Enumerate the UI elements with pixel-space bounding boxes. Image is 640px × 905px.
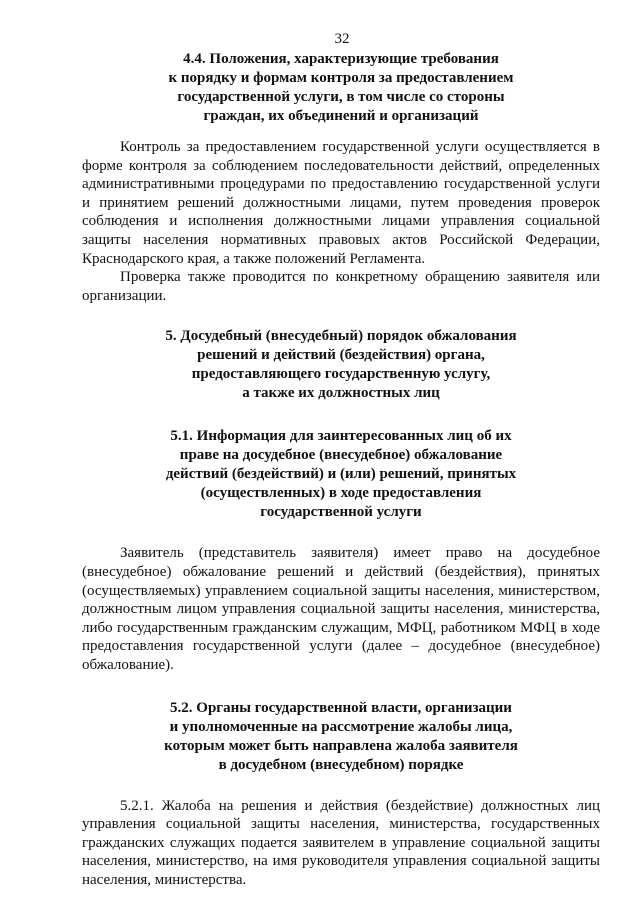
heading-line: государственной услуги [260, 504, 422, 521]
heading-line: 5. Досудебный (внесудебный) порядок обжалования [165, 328, 517, 345]
section-4-4-paragraph-control: Контроль за предоставлением государственной услуги осуществляется в форме контроля за соблюдением последовательности действий, определенных административными процедурами по предоставлению государственной услуги и принятием решений должностными лицами, путем проведения проверок соблюдения и исполнения должностными лицами управления социальной защиты населения нормативных правовых актов Российской Федерации, Краснодарского края, а также положений Регламента. [82, 139, 600, 267]
heading-line: и уполномоченные на рассмотрение жалобы лица, [169, 718, 513, 735]
section-5-heading [82, 327, 600, 403]
heading-line: 5.1. Информация для заинтересованных лиц об их [170, 428, 512, 445]
section-4-4-paragraph-check: Проверка также проводится по конкретному обращению заявителя или организации. [82, 269, 600, 304]
heading-line: действий (бездействий) и (или) решений, принятых [165, 466, 517, 483]
heading-line: 4.4. Положения, характеризующие требования [183, 51, 499, 67]
section-5-2-paragraph: 5.2.1. Жалоба на решения и действия (бездействие) должностных лиц управления социальной защиты населения, министерства, государственных гражданских служащих подается заявителем в управление социальной защиты населения, министерство, на имя руководителя управления социальной защиты населения, министерства. [82, 797, 600, 888]
heading-line: к порядку и формам контроля за предоставлением [168, 70, 514, 86]
section-4-4-heading [82, 50, 600, 126]
heading-line: решений и действий (бездействия) органа, [197, 347, 485, 364]
heading-line: граждан, их объединений и организаций [203, 108, 479, 124]
page-number: 32 [334, 31, 350, 47]
heading-line: которым может быть направлена жалоба заявителя [164, 737, 518, 754]
heading-line: 5.2. Органы государственной власти, организации [170, 699, 512, 716]
heading-line: праве на досудебное (внесудебное) обжалование [179, 447, 503, 464]
section-5-1-heading [82, 427, 600, 522]
heading-line: а также их должностных лиц [242, 385, 440, 402]
heading-line: предоставляющего государственную услугу, [191, 366, 491, 383]
heading-line: в досудебном (внесудебном) порядке [218, 756, 464, 773]
section-5-1-paragraph: Заявитель (представитель заявителя) имеет право на досудебное (внесудебное) обжалование решений и действий (бездействия), принятых (осуществляемых) управлением социальной защиты населения, министерством, должностным лицом управления социальной защиты населения, министерства, либо государственным гражданским служащим, МФЦ, работником МФЦ в ходе предоставления государственной услуги (далее – досудебное (внесудебное) обжалование). [82, 545, 600, 673]
heading-line: государственной услуги, в том числе со стороны [177, 89, 505, 105]
section-5-2-heading [82, 699, 600, 775]
heading-line: (осуществленных) в ходе предоставления [200, 485, 482, 502]
